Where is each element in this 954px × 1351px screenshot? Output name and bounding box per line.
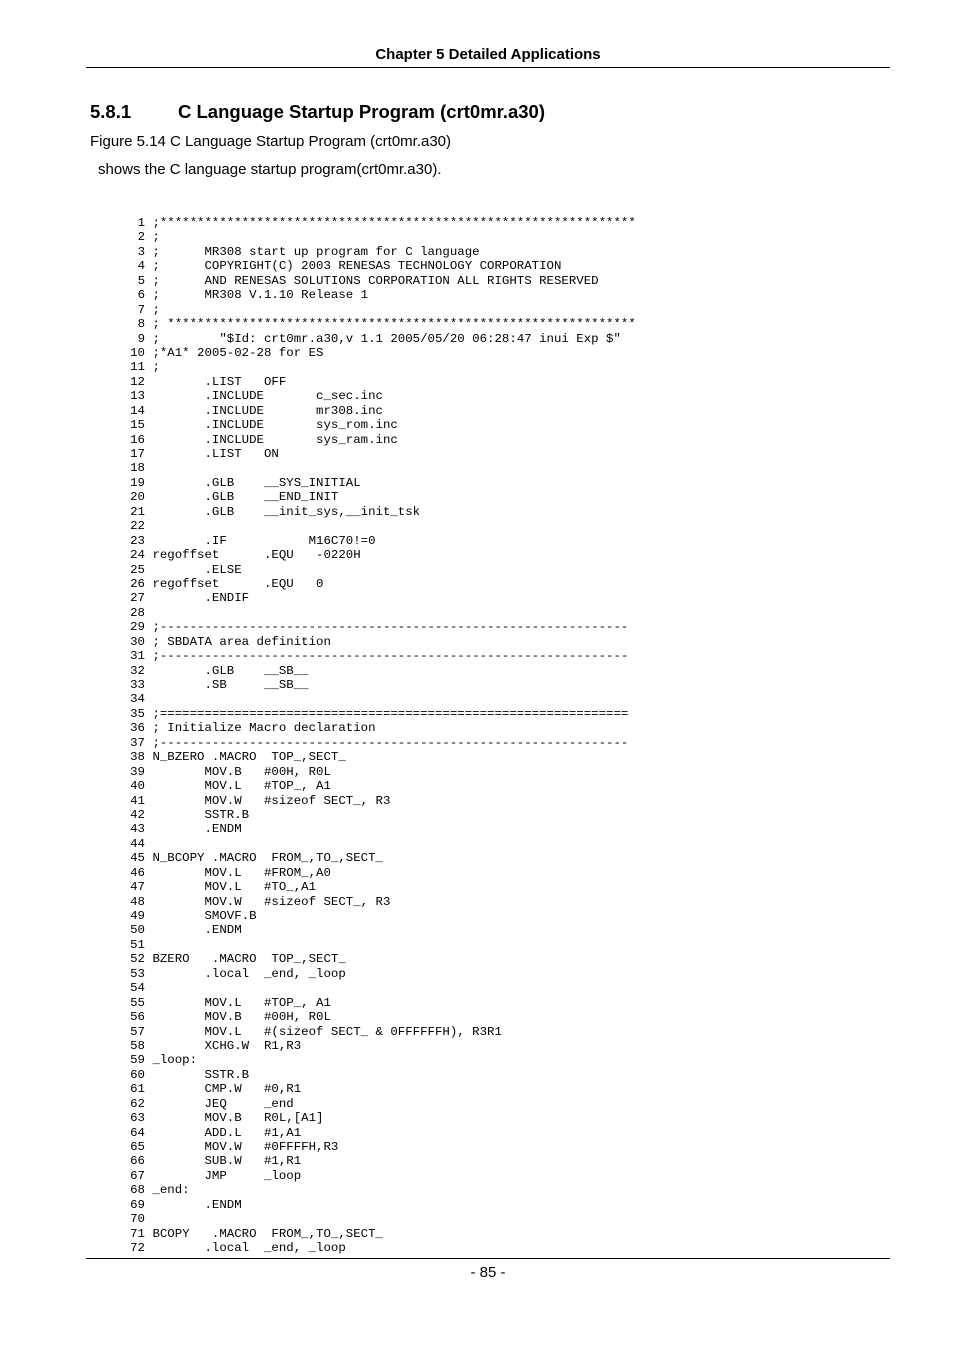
code-text: .LIST ON	[152, 447, 279, 461]
code-listing	[120, 216, 636, 1256]
code-text: ;*A1* 2005-02-28 for ES	[152, 345, 324, 360]
line-number: 46	[130, 865, 145, 880]
code-line	[120, 606, 636, 620]
line-number: 61	[130, 1082, 145, 1097]
section-title: C Language Startup Program (crt0mr.a30)	[178, 101, 546, 122]
code-text: regoffset .EQU 0	[152, 576, 324, 591]
line-number: 16	[130, 432, 145, 447]
code-line	[120, 519, 636, 533]
code-text: MOV.W #sizeof SECT_, R3	[152, 793, 391, 808]
code-line	[120, 822, 636, 836]
line-number: 58	[130, 1038, 145, 1053]
body-text: shows the C language startup program(crt0mr.a30).	[98, 161, 442, 178]
code-line	[120, 404, 636, 418]
code-text: .ENDM	[152, 822, 242, 837]
code-line	[120, 880, 636, 894]
code-text: .GLB __init_sys,__init_tsk	[152, 504, 421, 519]
code-text: MOV.L #TOP_, A1	[152, 779, 331, 794]
code-line	[120, 548, 636, 562]
code-text: MOV.B #00H, R0L	[152, 1010, 331, 1025]
code-line	[120, 577, 636, 591]
code-text: .local _end, _loop	[152, 1241, 346, 1256]
footer-divider	[86, 1258, 890, 1259]
line-number: 40	[130, 779, 145, 794]
line-number: 34	[130, 692, 145, 707]
code-line	[120, 895, 636, 909]
line-number: 8	[137, 317, 145, 332]
code-line	[120, 649, 636, 663]
code-text: _end:	[152, 1183, 190, 1198]
code-text: .ENDM	[152, 923, 242, 938]
line-number: 23	[130, 533, 145, 548]
code-line	[120, 534, 636, 548]
code-text: ; ***************************************************************	[152, 317, 636, 332]
code-line	[120, 1198, 636, 1212]
code-text: XCHG.W R1,R3	[152, 1038, 302, 1053]
code-text: N_BCOPY .MACRO FROM_,TO_,SECT_	[152, 851, 383, 866]
line-number: 39	[130, 764, 145, 779]
line-number: 48	[130, 894, 145, 909]
code-line	[120, 794, 636, 808]
code-text: .INCLUDE sys_ram.inc	[152, 432, 398, 447]
code-line	[120, 1025, 636, 1039]
code-line	[120, 1212, 636, 1226]
code-line	[120, 1140, 636, 1154]
line-number: 33	[130, 678, 145, 692]
code-text: ;---------------------------------------------------------------	[152, 620, 629, 635]
line-number: 14	[130, 403, 145, 418]
code-line	[120, 274, 636, 288]
line-number: 27	[130, 591, 145, 606]
section-number: 5.8.1	[90, 101, 132, 122]
code-text: .LIST OFF	[152, 374, 287, 389]
line-number: 17	[130, 447, 145, 461]
page-number: - 85 -	[470, 1264, 506, 1281]
line-number: 19	[130, 475, 145, 490]
code-text: CMP.W #0,R1	[152, 1082, 302, 1097]
line-number: 36	[130, 721, 145, 736]
code-line	[120, 938, 636, 952]
section-heading	[90, 100, 545, 124]
code-line	[120, 375, 636, 389]
code-line	[120, 1068, 636, 1082]
code-line	[120, 779, 636, 793]
code-line	[120, 1154, 636, 1168]
code-text: JMP _loop	[152, 1168, 302, 1183]
line-number: 11	[130, 360, 145, 375]
code-text: SSTR.B	[152, 807, 250, 822]
code-line	[120, 303, 636, 317]
code-text: _loop:	[152, 1053, 198, 1068]
code-line	[120, 721, 636, 735]
code-text: .ENDIF	[152, 591, 250, 606]
code-text: BZERO .MACRO TOP_,SECT_	[152, 952, 346, 967]
line-number: 15	[130, 418, 145, 433]
chapter-header: Chapter 5 Detailed Applications	[375, 46, 601, 63]
code-text: SSTR.B	[152, 1067, 250, 1082]
code-line	[120, 505, 636, 519]
line-number: 20	[130, 490, 145, 505]
code-text: MOV.L #(sizeof SECT_ & 0FFFFFFH), R3R1	[152, 1024, 502, 1039]
line-number: 5	[137, 273, 145, 288]
code-line	[120, 563, 636, 577]
code-text: MOV.W #sizeof SECT_, R3	[152, 894, 391, 909]
code-line	[120, 418, 636, 432]
code-text: MOV.B R0L,[A1]	[152, 1111, 324, 1126]
code-text: N_BZERO .MACRO TOP_,SECT_	[152, 750, 346, 765]
code-line	[120, 909, 636, 923]
code-line	[120, 620, 636, 634]
code-line	[120, 678, 636, 692]
line-number: 28	[130, 605, 145, 620]
line-number: 2	[137, 230, 145, 245]
line-number: 57	[130, 1024, 145, 1039]
code-line	[120, 476, 636, 490]
line-number: 54	[130, 981, 145, 996]
code-line	[120, 317, 636, 331]
code-line	[120, 360, 636, 374]
code-line	[120, 1169, 636, 1183]
code-text: ; MR308 V.1.10 Release 1	[152, 288, 369, 303]
code-line	[120, 981, 636, 995]
line-number: 10	[130, 345, 145, 360]
line-number: 3	[137, 244, 145, 259]
code-text: ; "$Id: crt0mr.a30,v 1.1 2005/05/20 06:28:47 inui Exp $"	[152, 331, 621, 346]
code-text: MOV.L #TOP_, A1	[152, 995, 331, 1010]
line-number: 50	[130, 923, 145, 938]
code-line	[120, 230, 636, 244]
line-number: 37	[130, 735, 145, 750]
code-text: .GLB __SB__	[152, 663, 309, 678]
code-text: SMOVF.B	[152, 909, 257, 923]
code-text: ;---------------------------------------------------------------	[152, 735, 629, 750]
line-number: 29	[130, 620, 145, 635]
line-number: 6	[137, 288, 145, 303]
code-text: MOV.W #0FFFFH,R3	[152, 1140, 339, 1154]
line-number: 53	[130, 966, 145, 981]
line-number: 22	[130, 519, 145, 534]
code-text: ;	[152, 302, 160, 317]
code-text: SUB.W #1,R1	[152, 1154, 302, 1169]
line-number: 63	[130, 1111, 145, 1126]
code-line	[120, 1010, 636, 1024]
line-number: 70	[130, 1212, 145, 1227]
code-text: ; Initialize Macro declaration	[152, 721, 376, 736]
code-line	[120, 952, 636, 966]
line-number: 41	[130, 793, 145, 808]
code-line	[120, 923, 636, 937]
code-text: ;	[152, 230, 160, 245]
code-text: .ELSE	[152, 562, 242, 577]
code-text: ; COPYRIGHT(C) 2003 RENESAS TECHNOLOGY CORPORATION	[152, 259, 562, 274]
line-number: 47	[130, 880, 145, 895]
line-number: 64	[130, 1125, 145, 1140]
line-number: 12	[130, 374, 145, 389]
code-text: .local _end, _loop	[152, 966, 346, 981]
code-text: .INCLUDE sys_rom.inc	[152, 418, 398, 433]
line-number: 32	[130, 663, 145, 678]
code-text: JEQ _end	[152, 1096, 294, 1111]
code-line	[120, 288, 636, 302]
header-divider	[86, 67, 890, 68]
code-line	[120, 1126, 636, 1140]
code-line	[120, 664, 636, 678]
code-text: ; SBDATA area definition	[152, 634, 331, 649]
line-number: 43	[130, 822, 145, 837]
code-line	[120, 216, 636, 230]
line-number: 62	[130, 1096, 145, 1111]
line-number: 9	[137, 331, 145, 346]
code-text: .INCLUDE mr308.inc	[152, 403, 383, 418]
code-text: MOV.L #TO_,A1	[152, 880, 317, 895]
code-line	[120, 591, 636, 605]
code-line	[120, 1241, 636, 1255]
code-text: .GLB __SYS_INITIAL	[152, 475, 361, 490]
line-number: 25	[130, 562, 145, 577]
code-text: .SB __SB__	[152, 678, 309, 692]
line-number: 51	[130, 937, 145, 952]
code-line	[120, 433, 636, 447]
code-line	[120, 635, 636, 649]
line-number: 52	[130, 952, 145, 967]
code-line	[120, 461, 636, 475]
code-line	[120, 765, 636, 779]
line-number: 1	[137, 216, 145, 230]
line-number: 59	[130, 1053, 145, 1068]
line-number: 24	[130, 548, 145, 563]
code-line	[120, 332, 636, 346]
code-text: ;	[152, 360, 160, 375]
code-line	[120, 808, 636, 822]
line-number: 56	[130, 1010, 145, 1025]
code-text: ;===============================================================	[152, 706, 629, 721]
code-line	[120, 967, 636, 981]
line-number: 7	[137, 302, 145, 317]
code-line	[120, 707, 636, 721]
code-text: .ENDM	[152, 1197, 242, 1212]
code-text: MOV.L #FROM_,A0	[152, 865, 331, 880]
line-number: 71	[130, 1226, 145, 1241]
code-line	[120, 750, 636, 764]
code-line	[120, 259, 636, 273]
line-number: 67	[130, 1168, 145, 1183]
line-number: 68	[130, 1183, 145, 1198]
code-line	[120, 490, 636, 504]
line-number: 65	[130, 1140, 145, 1154]
code-text: .IF M16C70!=0	[152, 533, 376, 548]
line-number: 35	[130, 706, 145, 721]
code-text: ADD.L #1,A1	[152, 1125, 302, 1140]
code-text: .INCLUDE c_sec.inc	[152, 389, 383, 404]
line-number: 72	[130, 1241, 145, 1256]
line-number: 49	[130, 909, 145, 923]
line-number: 44	[130, 836, 145, 851]
line-number: 45	[130, 851, 145, 866]
line-number: 26	[130, 576, 145, 591]
line-number: 42	[130, 807, 145, 822]
code-line	[120, 245, 636, 259]
line-number: 30	[130, 634, 145, 649]
code-line	[120, 1111, 636, 1125]
line-number: 21	[130, 504, 145, 519]
line-number: 13	[130, 389, 145, 404]
line-number: 66	[130, 1154, 145, 1169]
line-number: 38	[130, 750, 145, 765]
code-text: ; AND RENESAS SOLUTIONS CORPORATION ALL RIGHTS RESERVED	[152, 273, 599, 288]
code-line	[120, 837, 636, 851]
code-line	[120, 996, 636, 1010]
code-line	[120, 447, 636, 461]
figure-reference: Figure 5.14 C Language Startup Program (crt0mr.a30)	[90, 133, 452, 150]
code-line	[120, 1039, 636, 1053]
line-number: 4	[137, 259, 145, 274]
code-line	[120, 346, 636, 360]
code-line	[120, 692, 636, 706]
code-line	[120, 1097, 636, 1111]
code-line	[120, 1227, 636, 1241]
code-text: MOV.B #00H, R0L	[152, 764, 331, 779]
code-line	[120, 1082, 636, 1096]
line-number: 69	[130, 1197, 145, 1212]
line-number: 18	[130, 461, 145, 476]
code-text: BCOPY .MACRO FROM_,TO_,SECT_	[152, 1226, 383, 1241]
code-text: ;---------------------------------------------------------------	[152, 649, 629, 664]
code-text: .GLB __END_INIT	[152, 490, 339, 505]
line-number: 55	[130, 995, 145, 1010]
line-number: 31	[130, 649, 145, 664]
code-line	[120, 736, 636, 750]
code-line	[120, 389, 636, 403]
code-line	[120, 1183, 636, 1197]
code-line	[120, 851, 636, 865]
line-number: 60	[130, 1067, 145, 1082]
code-line	[120, 1053, 636, 1067]
code-line	[120, 866, 636, 880]
code-text: ; MR308 start up program for C language	[152, 244, 480, 259]
code-text: ;****************************************************************	[152, 216, 636, 230]
code-text: regoffset .EQU -0220H	[152, 548, 361, 563]
